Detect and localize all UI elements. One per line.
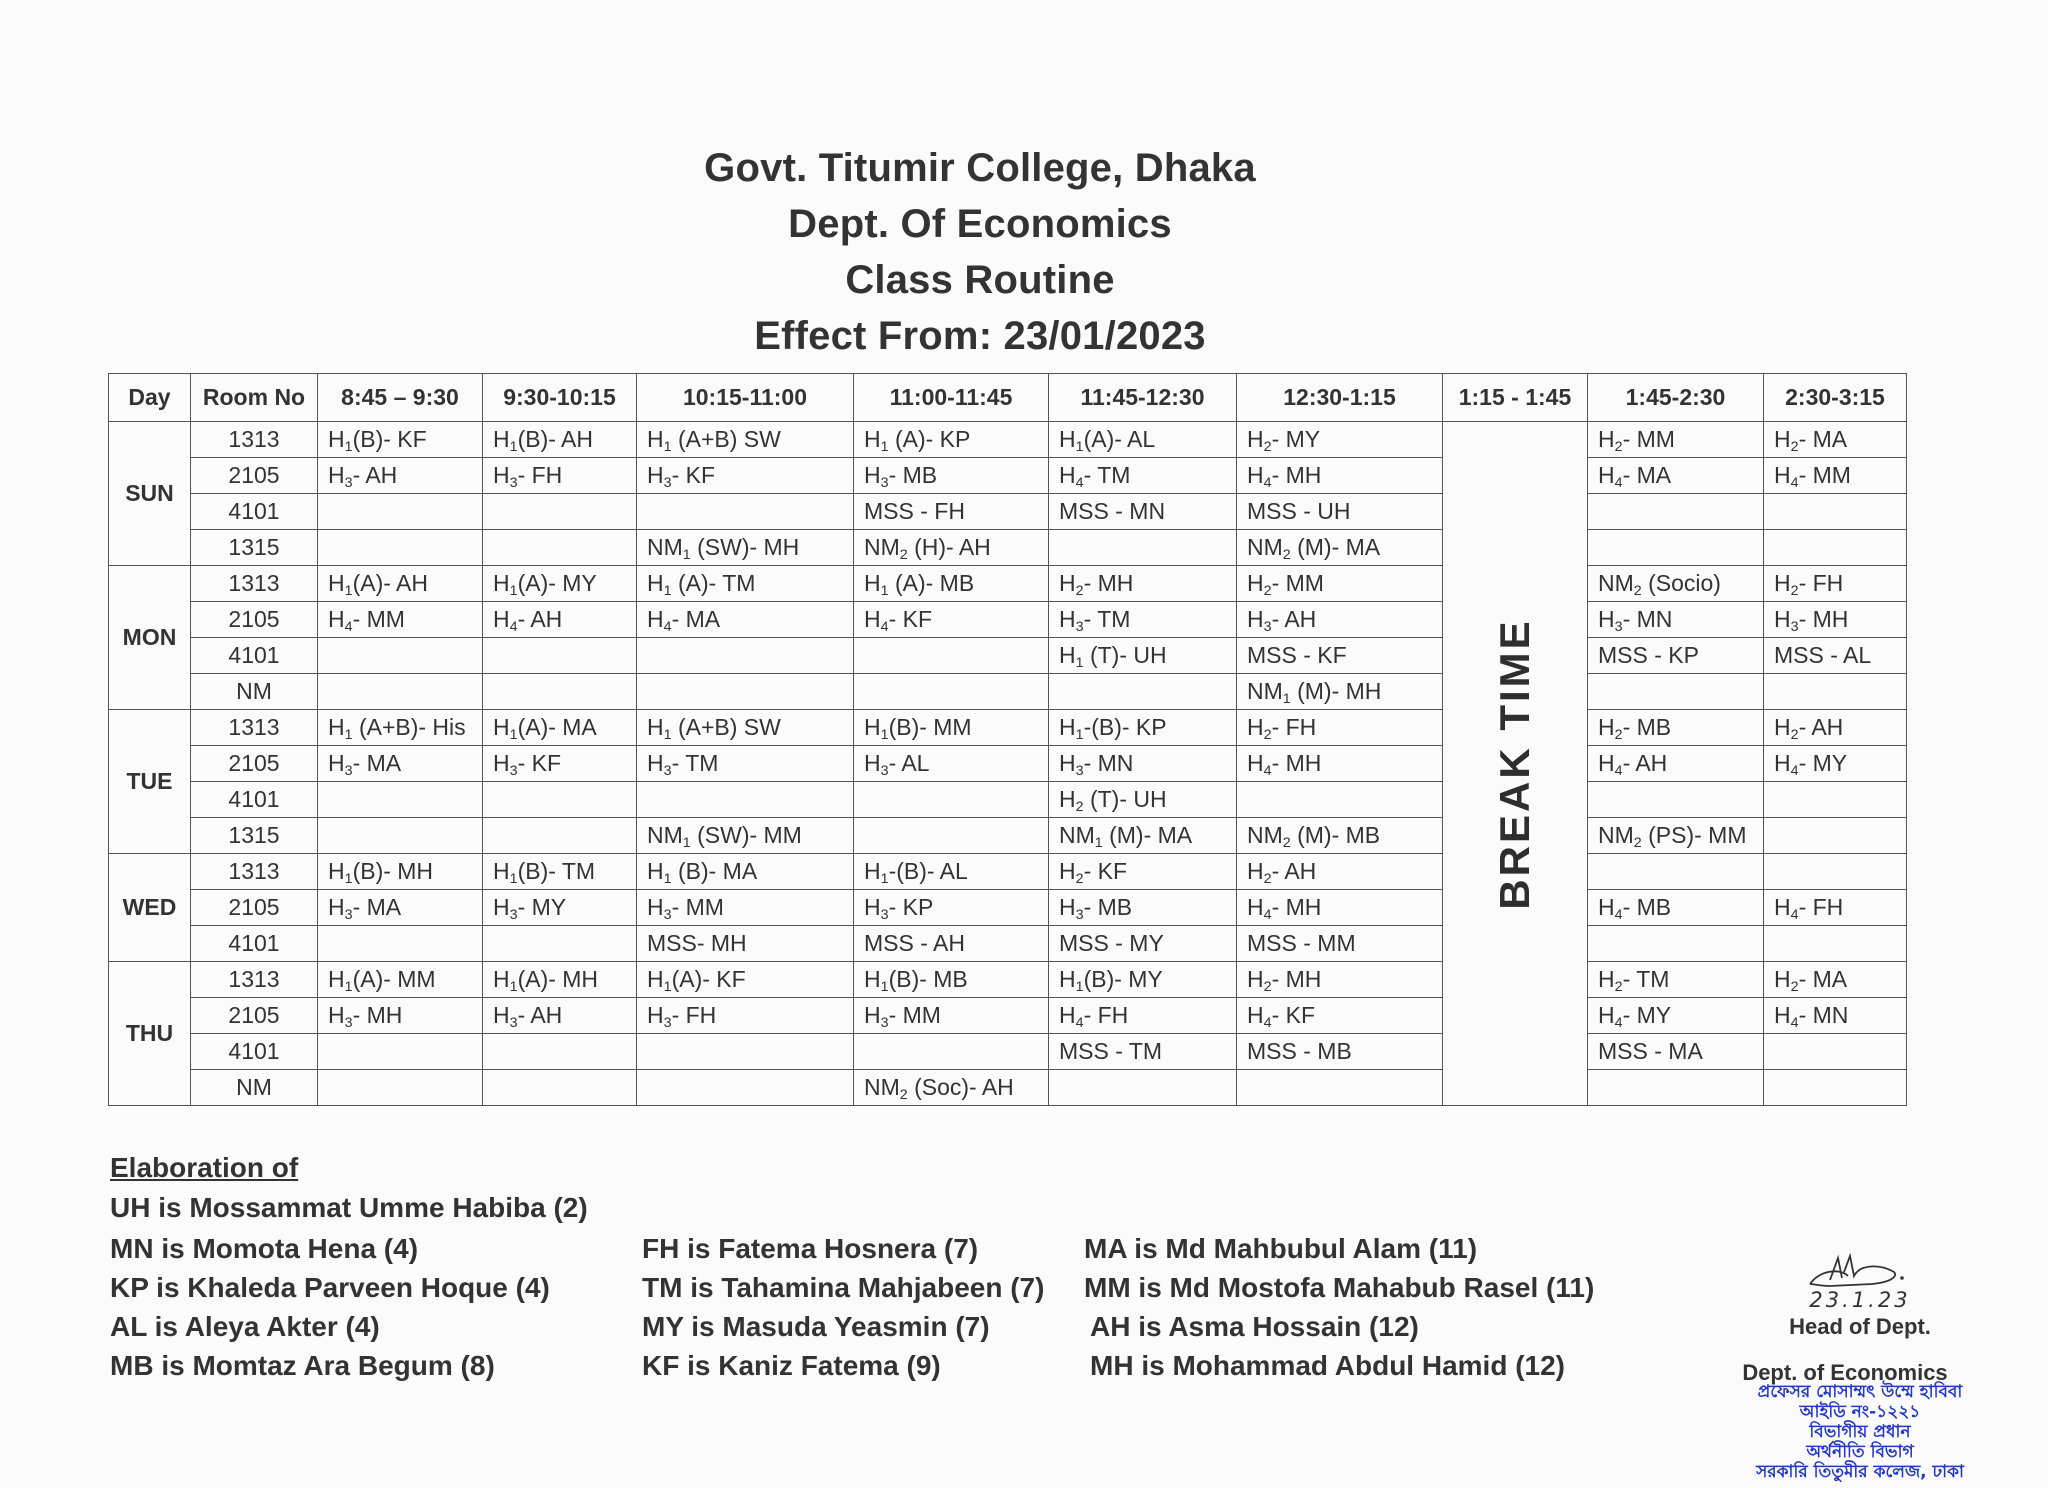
- class-slot-cell: $H_3-$ KF: [483, 746, 637, 782]
- class-slot-cell: [1764, 674, 1907, 710]
- class-slot-cell: $H_2-$ MM: [1588, 422, 1764, 458]
- table-row: [109, 818, 1907, 854]
- class-slot-cell: $H_4-$ MM: [1764, 458, 1907, 494]
- class-slot-cell: $NM_1$ (SW)- MM: [637, 818, 854, 854]
- class-slot-cell: [318, 674, 483, 710]
- table-row: [109, 962, 1907, 998]
- day-cell: WED: [109, 854, 191, 962]
- class-slot-cell: $H_1$ (A)- KP: [854, 422, 1049, 458]
- room-cell: NM: [191, 674, 318, 710]
- class-slot-cell: [483, 782, 637, 818]
- signature-block: [1700, 1250, 2020, 1482]
- class-slot-cell: MSS - KF: [1237, 638, 1443, 674]
- elaboration-entry: AH is Asma Hossain (12): [1090, 1311, 1419, 1342]
- class-slot-cell: [637, 782, 854, 818]
- class-slot-cell: $H_3-$ MB: [854, 458, 1049, 494]
- class-slot-cell: [1049, 674, 1237, 710]
- room-cell: 1313: [191, 854, 318, 890]
- class-slot-cell: $H_4-$ AH: [1588, 746, 1764, 782]
- room-cell: 1313: [191, 710, 318, 746]
- stamp-line: অর্থনীতি বিভাগ: [1806, 1442, 1914, 1462]
- class-slot-cell: $H_2$ (T)- UH: [1049, 782, 1237, 818]
- class-slot-cell: $NM_1$ (M)- MA: [1049, 818, 1237, 854]
- elaboration-entry: UH is Mossammat Umme Habiba (2): [110, 1192, 588, 1223]
- class-slot-cell: $H_1$ (A)- MB: [854, 566, 1049, 602]
- class-slot-cell: [637, 638, 854, 674]
- class-slot-cell: $H_1$ (A+B) SW: [637, 422, 854, 458]
- elaboration-entry: MH is Mohammad Abdul Hamid (12): [1090, 1350, 1566, 1381]
- table-row: [109, 890, 1907, 926]
- table-row: [109, 530, 1907, 566]
- room-cell: 2105: [191, 602, 318, 638]
- class-slot-cell: $H_2-$ MH: [1049, 566, 1237, 602]
- class-slot-cell: [1588, 926, 1764, 962]
- class-slot-cell: $H_2-$ MY: [1237, 422, 1443, 458]
- class-slot-cell: [1764, 854, 1907, 890]
- room-cell: 2105: [191, 998, 318, 1034]
- day-cell: MON: [109, 566, 191, 710]
- class-slot-cell: $H_3-$ KF: [637, 458, 854, 494]
- class-slot-cell: $H_4-$ FH: [1049, 998, 1237, 1034]
- class-slot-cell: [483, 494, 637, 530]
- class-slot-cell: $H_3-$ MN: [1049, 746, 1237, 782]
- column-header: 11:45-12:30: [1049, 374, 1237, 422]
- class-slot-cell: [318, 818, 483, 854]
- class-slot-cell: MSS - MA: [1588, 1034, 1764, 1070]
- room-cell: 4101: [191, 926, 318, 962]
- table-row: [109, 566, 1907, 602]
- class-slot-cell: $H_1(A)-$ MA: [483, 710, 637, 746]
- class-slot-cell: [1764, 818, 1907, 854]
- class-slot-cell: [483, 818, 637, 854]
- room-cell: 1313: [191, 566, 318, 602]
- class-slot-cell: [1588, 530, 1764, 566]
- class-slot-cell: $H_4-$ TM: [1049, 458, 1237, 494]
- class-slot-cell: $H_4-$ MA: [637, 602, 854, 638]
- class-slot-cell: $H_1(B)-$ MM: [854, 710, 1049, 746]
- class-slot-cell: $NM_2$ (PS)- MM: [1588, 818, 1764, 854]
- routine-body: [109, 422, 1907, 1106]
- class-slot-cell: $H_4-$ MA: [1588, 458, 1764, 494]
- elaboration-entry: MA is Md Mahbubul Alam (11): [1084, 1233, 1478, 1264]
- effective-date: Effect From: 23/01/2023: [754, 314, 1206, 358]
- class-slot-cell: $H_4-$ FH: [1764, 890, 1907, 926]
- class-slot-cell: $H_1(A)-$ AL: [1049, 422, 1237, 458]
- class-slot-cell: $H_4-$ MH: [1237, 746, 1443, 782]
- table-row: [109, 422, 1907, 458]
- room-cell: 1313: [191, 962, 318, 998]
- class-slot-cell: $H_1(B)-$ AH: [483, 422, 637, 458]
- column-header: Day: [109, 374, 191, 422]
- class-slot-cell: [854, 1034, 1049, 1070]
- class-slot-cell: MSS - TM: [1049, 1034, 1237, 1070]
- class-slot-cell: $H_2-$ KF: [1049, 854, 1237, 890]
- class-slot-cell: MSS - MN: [1049, 494, 1237, 530]
- table-row: [109, 710, 1907, 746]
- class-slot-cell: [854, 818, 1049, 854]
- column-header: 11:00-11:45: [854, 374, 1049, 422]
- class-slot-cell: $H_1$ (A+B)- His: [318, 710, 483, 746]
- class-slot-cell: $H_1(A)-$ MY: [483, 566, 637, 602]
- class-slot-cell: $NM_1$ (SW)- MH: [637, 530, 854, 566]
- class-slot-cell: $H_2-$ MA: [1764, 422, 1907, 458]
- day-cell: TUE: [109, 710, 191, 854]
- class-slot-cell: $H_3-$ AH: [483, 998, 637, 1034]
- class-slot-cell: $H_1(A)-$ KF: [637, 962, 854, 998]
- class-slot-cell: $H_1$ (A)- TM: [637, 566, 854, 602]
- table-row: [109, 602, 1907, 638]
- column-header: 12:30-1:15: [1237, 374, 1443, 422]
- class-routine-table: [108, 373, 1907, 1106]
- table-row: [109, 998, 1907, 1034]
- table-row: [109, 674, 1907, 710]
- day-cell: THU: [109, 962, 191, 1106]
- class-slot-cell: $H_3-$ AL: [854, 746, 1049, 782]
- column-header: 9:30-10:15: [483, 374, 637, 422]
- class-slot-cell: MSS - KP: [1588, 638, 1764, 674]
- class-slot-cell: [1764, 1070, 1907, 1106]
- class-slot-cell: [1237, 782, 1443, 818]
- department-name: Dept. Of Economics: [788, 202, 1172, 246]
- class-slot-cell: $H_1-(B)-$ KP: [1049, 710, 1237, 746]
- class-slot-cell: [1764, 494, 1907, 530]
- class-slot-cell: [1237, 1070, 1443, 1106]
- signature-scribble: [1700, 1250, 2020, 1292]
- column-header: Room No: [191, 374, 318, 422]
- class-slot-cell: $NM_2$ (H)- AH: [854, 530, 1049, 566]
- stamp-line: প্রফেসর মোসাম্মৎ উম্মে হাবিবা: [1757, 1382, 1963, 1402]
- class-slot-cell: $H_4-$ AH: [483, 602, 637, 638]
- class-slot-cell: [1588, 782, 1764, 818]
- elaboration-entry: MM is Md Mostofa Mahabub Rasel (11): [1084, 1272, 1595, 1303]
- class-slot-cell: $H_1$ (A+B) SW: [637, 710, 854, 746]
- class-slot-cell: [637, 494, 854, 530]
- class-slot-cell: $H_1(A)-$ AH: [318, 566, 483, 602]
- class-slot-cell: $H_1(A)-$ MM: [318, 962, 483, 998]
- class-slot-cell: MSS - UH: [1237, 494, 1443, 530]
- room-cell: 1315: [191, 818, 318, 854]
- class-slot-cell: [1588, 674, 1764, 710]
- column-header: 1:15 - 1:45: [1443, 374, 1588, 422]
- stamp-line: বিভাগীয় প্রধান: [1809, 1422, 1911, 1442]
- class-slot-cell: $H_4-$ MY: [1588, 998, 1764, 1034]
- class-slot-cell: $H_2-$ MB: [1588, 710, 1764, 746]
- column-header: 1:45-2:30: [1588, 374, 1764, 422]
- class-slot-cell: $H_3-$ MA: [318, 746, 483, 782]
- class-slot-cell: [318, 638, 483, 674]
- class-slot-cell: [1764, 530, 1907, 566]
- class-slot-cell: $H_4-$ MN: [1764, 998, 1907, 1034]
- class-slot-cell: $H_3-$ KP: [854, 890, 1049, 926]
- class-slot-cell: $H_3-$ MM: [637, 890, 854, 926]
- table-row: [109, 926, 1907, 962]
- class-slot-cell: $H_2-$ AH: [1237, 854, 1443, 890]
- class-slot-cell: MSS - MY: [1049, 926, 1237, 962]
- class-slot-cell: $H_4-$ MY: [1764, 746, 1907, 782]
- official-stamp: [1700, 1382, 2020, 1482]
- room-cell: NM: [191, 1070, 318, 1106]
- class-slot-cell: $H_1(B)-$ MY: [1049, 962, 1237, 998]
- class-slot-cell: $H_1(B)-$ TM: [483, 854, 637, 890]
- class-slot-cell: [483, 674, 637, 710]
- class-slot-cell: [637, 1034, 854, 1070]
- column-header: 8:45 – 9:30: [318, 374, 483, 422]
- signatory-department: Dept. of Economics: [1742, 1360, 1948, 1385]
- class-slot-cell: $H_1-(B)-$ AL: [854, 854, 1049, 890]
- class-slot-cell: $H_4-$ KF: [854, 602, 1049, 638]
- class-slot-cell: $H_3-$ MY: [483, 890, 637, 926]
- class-slot-cell: $H_3-$ FH: [637, 998, 854, 1034]
- class-slot-cell: [1588, 494, 1764, 530]
- stamp-line: আইডি নং-১২২১: [1799, 1402, 1921, 1422]
- column-header: 10:15-11:00: [637, 374, 854, 422]
- table-row: [109, 494, 1907, 530]
- class-slot-cell: $H_3-$ MA: [318, 890, 483, 926]
- class-slot-cell: $H_1(B)-$ MH: [318, 854, 483, 890]
- college-name: Govt. Titumir College, Dhaka: [704, 146, 1256, 190]
- class-slot-cell: [318, 1070, 483, 1106]
- class-slot-cell: MSS- MH: [637, 926, 854, 962]
- signature-date: 23.1.23: [1809, 1288, 1911, 1312]
- class-slot-cell: MSS - FH: [854, 494, 1049, 530]
- class-slot-cell: [637, 1070, 854, 1106]
- break-time-cell: [1443, 422, 1588, 1106]
- class-slot-cell: [1049, 1070, 1237, 1106]
- stamp-line: সরকারি তিতুমীর কলেজ, ঢাকা: [1756, 1462, 1964, 1482]
- class-slot-cell: $H_4-$ MM: [318, 602, 483, 638]
- class-slot-cell: [1588, 854, 1764, 890]
- class-slot-cell: $NM_2$ (Socio): [1588, 566, 1764, 602]
- class-slot-cell: [318, 494, 483, 530]
- class-slot-cell: $H_3-$ MM: [854, 998, 1049, 1034]
- table-row: [109, 746, 1907, 782]
- class-slot-cell: $H_3-$ FH: [483, 458, 637, 494]
- class-slot-cell: $H_1$ (B)- MA: [637, 854, 854, 890]
- class-slot-cell: [1764, 926, 1907, 962]
- room-cell: 2105: [191, 458, 318, 494]
- table-row: [109, 1034, 1907, 1070]
- class-slot-cell: $H_3-$ AH: [318, 458, 483, 494]
- class-slot-cell: [483, 638, 637, 674]
- class-slot-cell: $H_2-$ FH: [1764, 566, 1907, 602]
- class-slot-cell: $NM_1$ (M)- MH: [1237, 674, 1443, 710]
- signature-icon: [1800, 1250, 1920, 1292]
- class-slot-cell: $NM_2$ (M)- MB: [1237, 818, 1443, 854]
- class-slot-cell: $NM_2$ (M)- MA: [1237, 530, 1443, 566]
- class-slot-cell: $H_2-$ MH: [1237, 962, 1443, 998]
- class-slot-cell: $H_3-$ MB: [1049, 890, 1237, 926]
- class-slot-cell: $H_2-$ AH: [1764, 710, 1907, 746]
- room-cell: 4101: [191, 1034, 318, 1070]
- class-slot-cell: $H_1(A)-$ MH: [483, 962, 637, 998]
- room-cell: 4101: [191, 638, 318, 674]
- class-slot-cell: $H_4-$ MH: [1237, 890, 1443, 926]
- class-slot-cell: $H_1(B)-$ KF: [318, 422, 483, 458]
- class-slot-cell: [318, 530, 483, 566]
- class-slot-cell: MSS - MM: [1237, 926, 1443, 962]
- elaboration-entry: KP is Khaleda Parveen Hoque (4): [110, 1272, 550, 1303]
- class-slot-cell: [637, 674, 854, 710]
- class-slot-cell: $H_3-$ TM: [637, 746, 854, 782]
- document-header: [0, 140, 1960, 364]
- class-slot-cell: [854, 782, 1049, 818]
- room-cell: 2105: [191, 746, 318, 782]
- class-slot-cell: [1764, 782, 1907, 818]
- class-slot-cell: $H_4-$ KF: [1237, 998, 1443, 1034]
- elaboration-entry: MB is Momtaz Ara Begum (8): [110, 1350, 495, 1381]
- elaboration-entry: AL is Aleya Akter (4): [110, 1311, 380, 1342]
- class-slot-cell: [1588, 1070, 1764, 1106]
- class-slot-cell: [318, 782, 483, 818]
- class-slot-cell: $H_4-$ MH: [1237, 458, 1443, 494]
- class-slot-cell: [318, 1034, 483, 1070]
- table-row: [109, 638, 1907, 674]
- table-row: [109, 458, 1907, 494]
- class-slot-cell: $H_1(B)-$ MB: [854, 962, 1049, 998]
- class-slot-cell: [318, 926, 483, 962]
- elaboration-heading: Elaboration of: [110, 1152, 299, 1183]
- table-row: [109, 1070, 1907, 1106]
- class-slot-cell: $H_2-$ FH: [1237, 710, 1443, 746]
- elaboration-entry: FH is Fatema Hosnera (7): [642, 1233, 979, 1264]
- room-cell: 2105: [191, 890, 318, 926]
- class-slot-cell: MSS - AH: [854, 926, 1049, 962]
- room-cell: 1315: [191, 530, 318, 566]
- class-slot-cell: [854, 674, 1049, 710]
- class-slot-cell: $H_2-$ MA: [1764, 962, 1907, 998]
- room-cell: 4101: [191, 494, 318, 530]
- class-slot-cell: $H_1$ (T)- UH: [1049, 638, 1237, 674]
- room-cell: 1313: [191, 422, 318, 458]
- class-slot-cell: $H_3-$ TM: [1049, 602, 1237, 638]
- signatory-title: Head of Dept.: [1789, 1314, 1931, 1339]
- table-header-row: [109, 374, 1907, 422]
- class-slot-cell: $H_3-$ MN: [1588, 602, 1764, 638]
- break-time-label: BREAK TIME: [1491, 617, 1538, 910]
- class-slot-cell: $NM_2$ (Soc)- AH: [854, 1070, 1049, 1106]
- class-slot-cell: [483, 926, 637, 962]
- class-slot-cell: $H_4-$ MB: [1588, 890, 1764, 926]
- document-title: Class Routine: [845, 258, 1115, 302]
- class-slot-cell: $H_2-$ TM: [1588, 962, 1764, 998]
- class-slot-cell: $H_3-$ MH: [318, 998, 483, 1034]
- class-slot-cell: $H_2-$ MM: [1237, 566, 1443, 602]
- elaboration-entry: TM is Tahamina Mahjabeen (7): [642, 1272, 1045, 1303]
- table-row: [109, 854, 1907, 890]
- class-slot-cell: [854, 638, 1049, 674]
- class-slot-cell: [483, 1034, 637, 1070]
- class-slot-cell: MSS - MB: [1237, 1034, 1443, 1070]
- elaboration-entry: KF is Kaniz Fatema (9): [642, 1350, 941, 1381]
- elaboration-entry: MY is Masuda Yeasmin (7): [642, 1311, 990, 1342]
- room-cell: 4101: [191, 782, 318, 818]
- class-slot-cell: $H_3-$ AH: [1237, 602, 1443, 638]
- elaboration-entry: MN is Momota Hena (4): [110, 1233, 419, 1264]
- class-slot-cell: $H_3-$ MH: [1764, 602, 1907, 638]
- class-slot-cell: MSS - AL: [1764, 638, 1907, 674]
- day-cell: SUN: [109, 422, 191, 566]
- table-row: [109, 782, 1907, 818]
- column-header: 2:30-3:15: [1764, 374, 1907, 422]
- class-slot-cell: [483, 1070, 637, 1106]
- class-slot-cell: [483, 530, 637, 566]
- class-slot-cell: [1049, 530, 1237, 566]
- class-slot-cell: [1764, 1034, 1907, 1070]
